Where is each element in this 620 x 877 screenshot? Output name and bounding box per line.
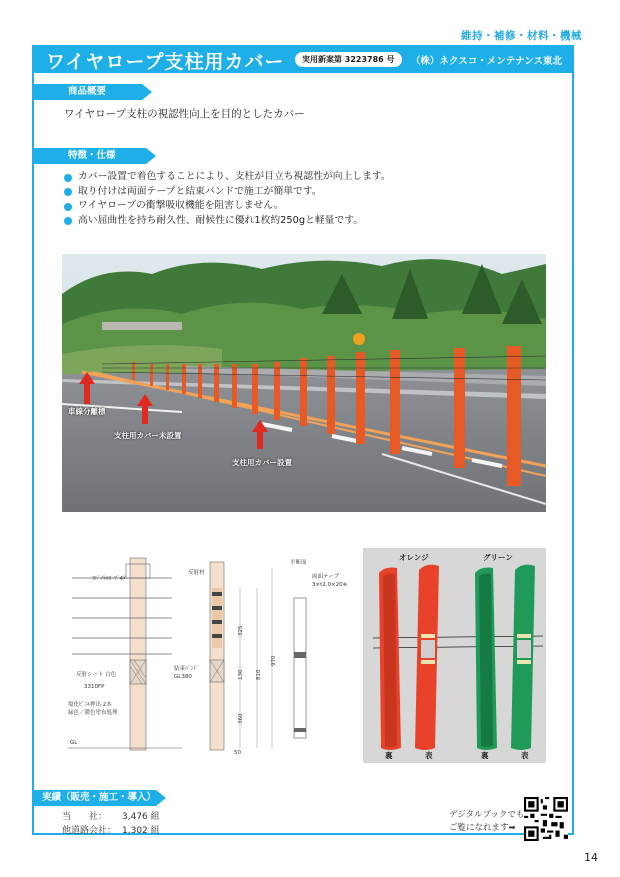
- feature-item: 高い屈曲性を持ち耐久性、耐候性に優れ1枚約250gと軽量です。: [64, 214, 391, 229]
- label-sheet: 反射シート 白色: [76, 672, 117, 678]
- feature-item: ワイヤロープの衝撃吸収機能を阻害しません。: [64, 199, 391, 214]
- label-hanger: 塩化ﾋﾞﾆﾙ押出 2本: [68, 702, 112, 708]
- orange-label: オレンジ: [399, 553, 429, 562]
- orange-front-label: 表: [425, 751, 433, 760]
- feature-list: [64, 170, 391, 228]
- photo-label-with-cover: 支柱用カバー設置: [232, 458, 292, 467]
- green-front-label: 表: [521, 751, 529, 760]
- product-photo: [363, 548, 546, 763]
- dim-50: 50: [234, 750, 241, 756]
- feature-item: カバー設置で着色することにより、支柱が目立ち視認性が向上します。: [64, 170, 391, 185]
- highway-photo-image: [62, 254, 546, 512]
- dim-325: 325: [238, 625, 244, 636]
- dim-130: 130: [238, 669, 244, 680]
- label-section: 平断面: [290, 560, 307, 566]
- label-gl: GL: [70, 740, 78, 746]
- label-sheet-code: 3310FP: [84, 684, 105, 690]
- label-tape-spec: 3×t2.0×20※: [312, 582, 348, 588]
- highway-photo: [62, 254, 546, 512]
- section-heading-features: 特徴・仕様: [34, 148, 146, 164]
- label-reflector: 反射材: [188, 570, 205, 576]
- photo-label-no-cover: 支柱用カバー未設置: [114, 431, 182, 440]
- overview-text: ワイヤロープ支柱の視認性向上を目的としたカバー: [64, 108, 305, 120]
- photo-label-lane-separator: 車線分離標: [68, 407, 106, 416]
- page-title: ワイヤロープ支柱用カバー: [46, 51, 285, 73]
- dim-970: 970: [271, 655, 277, 666]
- digital-book-line1: デジタルブックでも: [449, 810, 525, 820]
- qr-code-icon[interactable]: [524, 797, 568, 841]
- patent-badge: 実用新案第 3223786 号: [295, 52, 402, 67]
- technical-drawing: [62, 548, 352, 760]
- feature-item: 取り付けは両面テープと結束バンドで施工が簡単です。: [64, 185, 391, 200]
- technical-drawing-svg: [62, 548, 352, 760]
- product-photo-image: [363, 548, 546, 763]
- record-list: [62, 810, 160, 838]
- label-wire: ｽﾊﾟｲﾗﾙﾛｰﾌﾟ4ｹ: [92, 576, 126, 582]
- record-row: [62, 810, 160, 824]
- label-tape: 両面テープ: [312, 574, 340, 580]
- title-bar: [32, 45, 574, 73]
- section-heading-overview: 商品概要: [34, 84, 142, 100]
- digital-book-note: [449, 809, 524, 835]
- label-hanger-sub: 緑色／濃色塗布処理: [68, 710, 118, 716]
- label-band: 結束ﾊﾞﾝﾄﾞ: [174, 666, 199, 672]
- section-heading-record: 実績（販売・施工・導入）: [34, 790, 156, 806]
- company-name: （株）ネクスコ・メンテナンス東北: [410, 56, 562, 67]
- dim-360: 360: [238, 713, 244, 724]
- page-number: 14: [584, 851, 598, 864]
- record-key: 他道路会社：: [62, 826, 117, 836]
- category-label: 維持・補修・材料・機械: [461, 30, 582, 42]
- green-back-label: 裏: [481, 751, 489, 760]
- record-row: [62, 824, 160, 838]
- record-key: 当 社：: [62, 812, 108, 822]
- green-label: グリーン: [483, 553, 513, 562]
- record-value: 3,476 組: [122, 812, 160, 822]
- label-band-code: GL380: [174, 674, 192, 680]
- dim-810: 810: [256, 669, 262, 680]
- digital-book-line2: ご覧になれます➡: [449, 823, 516, 833]
- record-value: 1,302 組: [122, 826, 160, 836]
- orange-back-label: 裏: [385, 751, 393, 760]
